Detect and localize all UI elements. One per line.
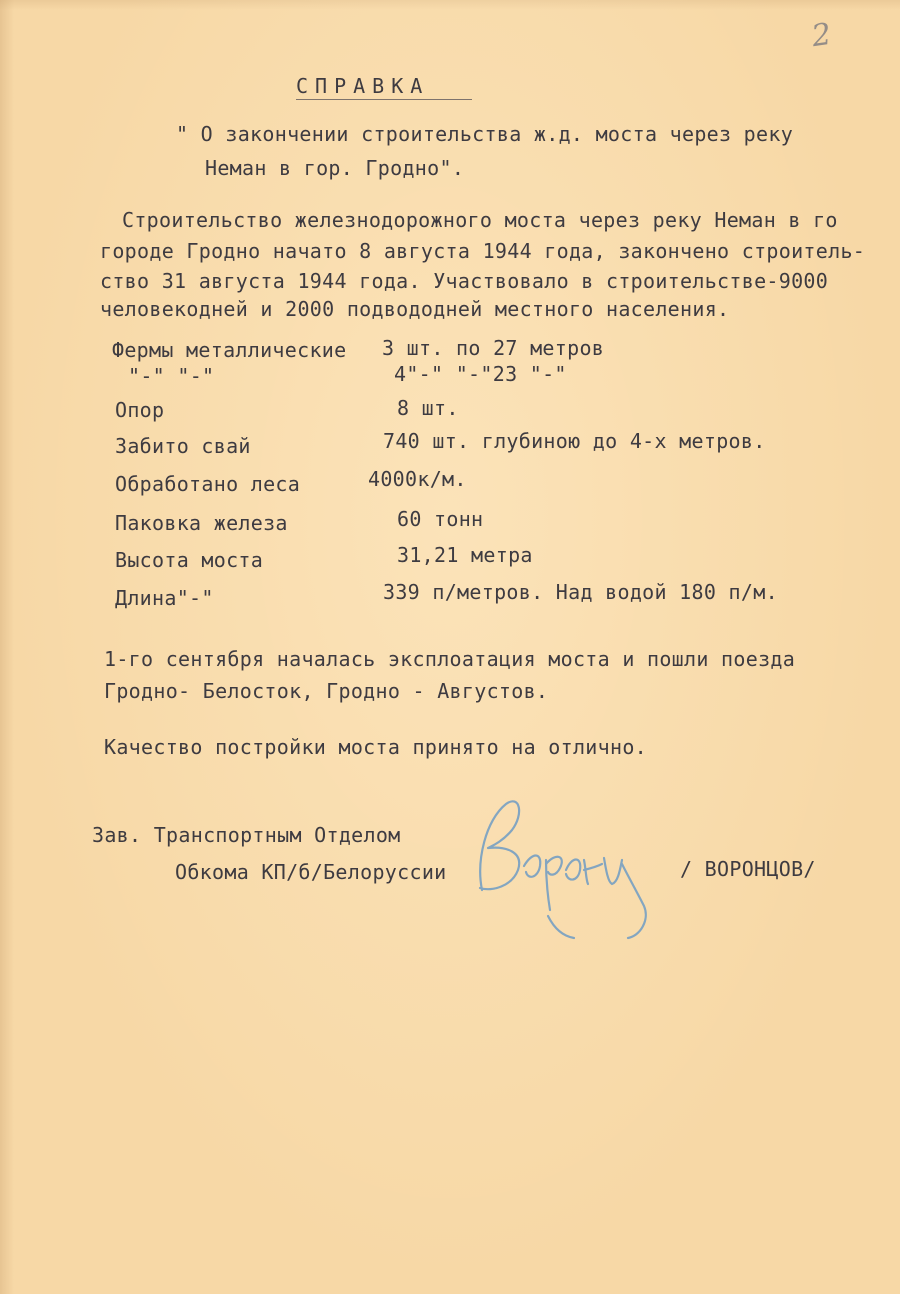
handwritten-signature: [462, 790, 662, 950]
signatory-position-line-1: Зав. Транспортным Отделом: [92, 823, 401, 847]
spec-value: 740 шт. глубиною до 4-х метров.: [383, 429, 766, 453]
spec-value: 4000к/м.: [368, 467, 467, 491]
subject-line-2: Неман в гор. Гродно".: [205, 156, 465, 180]
paragraph1-line-3: ство 31 августа 1944 года. Участвовало в строительстве-9000: [100, 269, 829, 293]
paragraph2-line-2: Гродно- Белосток, Гродно - Августов.: [104, 679, 549, 703]
paragraph1-line-1: Строительство железнодорожного моста через реку Неман в го: [122, 208, 838, 232]
spec-value: 4"-" "-"23 "-": [394, 362, 567, 386]
spec-value: 3 шт. по 27 метров: [382, 336, 605, 360]
spec-label: Паковка железа: [115, 511, 288, 535]
spec-label: Обработано леса: [115, 472, 301, 496]
spec-value: 60 тонн: [397, 507, 484, 531]
signatory-position-line-2: Обкома КП/б/Белоруссии: [175, 860, 447, 884]
paragraph1-line-2: городе Гродно начато 8 августа 1944 года, закончено строитель-: [100, 239, 866, 263]
paragraph3: Качество постройки моста принято на отлично.: [104, 735, 648, 759]
title-underline: [296, 99, 472, 100]
signatory-name: / ВОРОНЦОВ/: [680, 857, 816, 881]
spec-label: Фермы металлические: [112, 338, 347, 362]
spec-value: 339 п/метров. Над водой 180 п/м.: [383, 580, 778, 604]
spec-label: "-" "-": [128, 364, 215, 388]
spec-value: 8 шт.: [397, 396, 459, 420]
paragraph2-line-1: 1-го сентября началась эксплоатация моста и пошли поезда: [104, 647, 796, 671]
spec-label: Забито свай: [115, 434, 251, 458]
spec-label: Длина"-": [115, 586, 214, 610]
paragraph1-line-4: человекодней и 2000 подвододней местного населения.: [100, 297, 730, 321]
spec-value: 31,21 метра: [397, 543, 533, 567]
spec-label: Высота моста: [115, 548, 264, 572]
document-title: СПРАВКА: [296, 74, 430, 98]
spec-label: Опор: [115, 398, 165, 422]
subject-line-1: " О закончении строительства ж.д. моста через реку: [176, 122, 794, 146]
folio-number: 2: [809, 16, 834, 55]
